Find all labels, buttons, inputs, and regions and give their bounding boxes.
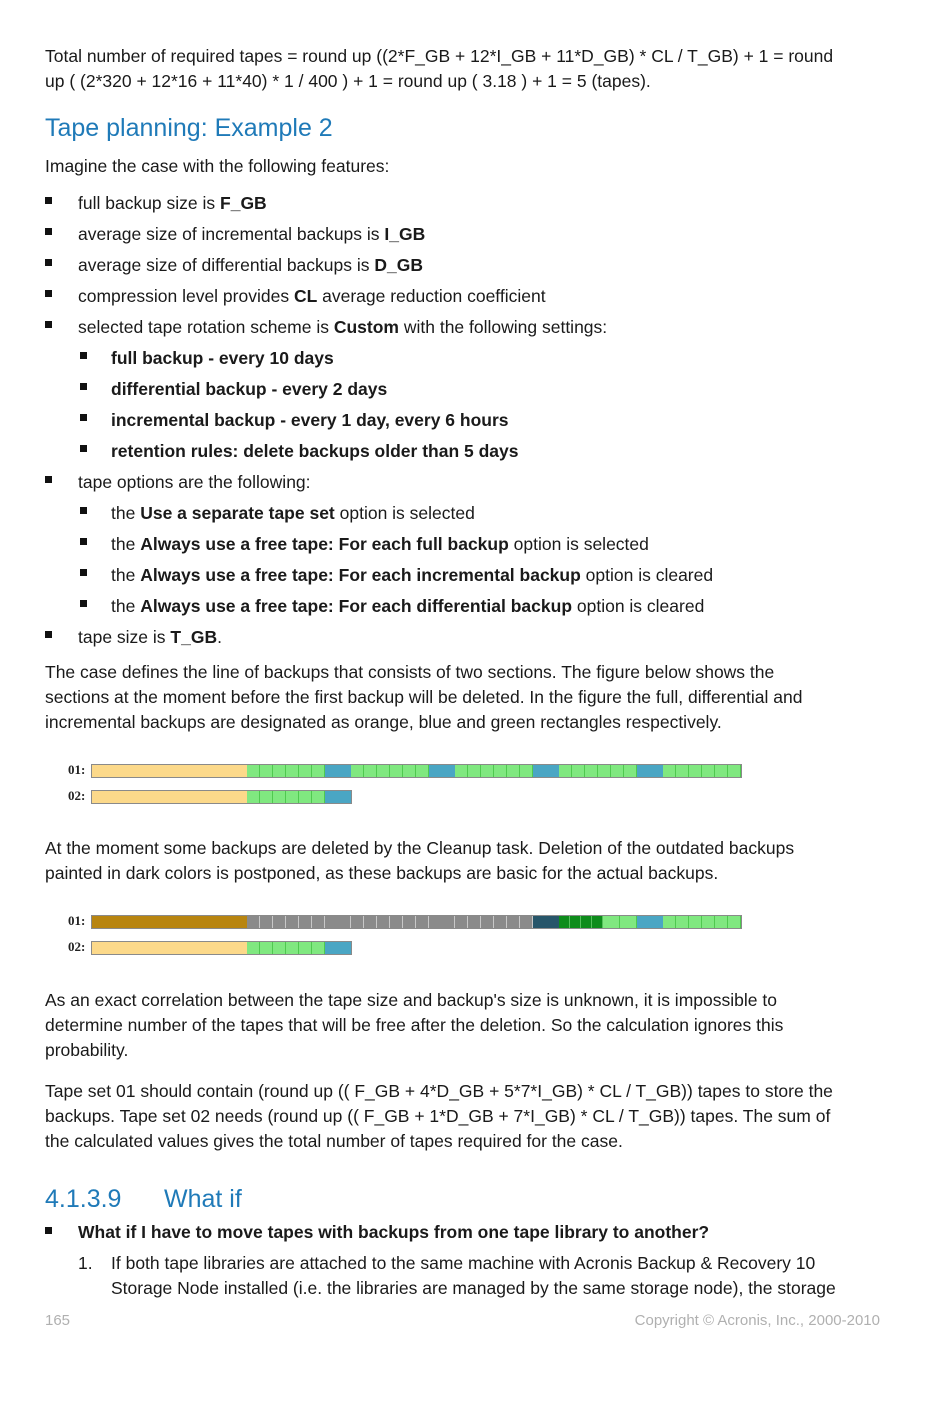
diff-block [533,765,559,777]
bullet-icon [45,228,52,235]
inc-block [273,942,286,954]
sub-list-item: differential backup - every 2 days [111,379,388,399]
inc-block [286,765,299,777]
deleted-block [429,916,455,928]
diff-block [325,942,351,954]
inc-block [676,765,689,777]
deleted-block [494,916,507,928]
full-backup-block [92,791,247,803]
list-item: tape options are the following: [78,472,311,492]
list-item: selected tape rotation scheme is Custom with the following settings: [78,317,608,337]
section-number: 4.1.3.9 [45,1185,122,1213]
inc-block [312,765,325,777]
deleted-block [260,916,273,928]
bullet-icon [80,538,87,545]
section-heading: Tape planning: Example 2 [45,114,333,142]
bullet-icon [80,414,87,421]
deleted-block [273,916,286,928]
inc-block [689,916,702,928]
inc-block [247,765,260,777]
inc-dark-block [559,916,570,928]
diff-block [325,791,351,803]
inc-block [455,765,468,777]
sub-list-item: full backup - every 10 days [111,348,334,368]
sub-list-item: incremental backup - every 1 day, every 6 hours [111,410,509,430]
bullet-icon [80,507,87,514]
sub-list-item: the Always use a free tape: For each differential backup option is cleared [111,596,705,616]
list-item: compression level provides CL average reduction coefficient [78,286,546,306]
inc-dark-block [570,916,581,928]
inc-block [663,765,676,777]
list-item: average size of differential backups is D_GB [78,255,423,275]
inc-dark-block [581,916,592,928]
inc-block [663,916,676,928]
list-item: full backup size is F_GB [78,193,267,213]
inc-block [620,916,637,928]
inc-block [260,765,273,777]
bullet-icon [45,631,52,638]
bullet-icon [80,600,87,607]
bullet-icon [80,383,87,390]
inc-block [351,765,364,777]
sub-list-item: retention rules: delete backups older than 5 days [111,441,519,461]
inc-block [286,942,299,954]
bullet-icon [45,197,52,204]
diff-block [637,765,663,777]
paragraph-line: The case defines the line of backups that consists of two sections. The figure below shows the [45,662,775,682]
inc-block [572,765,585,777]
paragraph-line: painted in dark colors is postponed, as these backups are basic for the actual backups. [45,863,719,883]
inc-block [468,765,481,777]
answer-line: Storage Node installed (i.e. the libraries are managed by the same storage node), the storage [111,1278,836,1298]
question-item: What if I have to move tapes with backups from one tape library to another? [78,1222,710,1242]
deleted-block [520,916,533,928]
paragraph-line: backups. Tape set 02 needs (round up (( F_GB + 1*D_GB + 7*I_GB) * CL / T_GB)) tapes. The sum of [45,1106,831,1126]
sub-list-item: the Always use a free tape: For each full backup option is selected [111,534,649,554]
bullet-icon [80,569,87,576]
row-label: 02: [68,788,86,803]
inc-block [715,916,728,928]
paragraph-line: As an exact correlation between the tape size and backup's size is unknown, it is impossible to [45,990,777,1010]
deleted-block [416,916,429,928]
inc-block [299,791,312,803]
intro-line-1: Total number of required tapes = round up ((2*F_GB + 12*I_GB + 11*D_GB) * CL / T_GB) + 1 = round [45,46,834,66]
paragraph-line: incremental backups are designated as orange, blue and green rectangles respectively. [45,712,722,732]
row-label: 01: [68,913,86,928]
deleted-block [325,916,351,928]
inc-block [273,765,286,777]
backup-bar [91,764,742,778]
inc-block [273,791,286,803]
inc-block [377,765,390,777]
list-item: average size of incremental backups is I_GB [78,224,426,244]
row-label: 02: [68,939,86,954]
inc-block [299,942,312,954]
section-title: What if [164,1185,242,1213]
full-backup-dark-block [92,916,247,928]
row-label: 01: [68,762,86,777]
inc-block [507,765,520,777]
backup-bar [91,941,352,955]
full-backup-block [92,765,247,777]
sub-list-item: the Always use a free tape: For each incremental backup option is cleared [111,565,714,585]
lead-text: Imagine the case with the following features: [45,156,390,176]
copyright-footer: Copyright © Acronis, Inc., 2000-2010 [634,1312,880,1329]
inc-block [728,916,741,928]
deleted-block [390,916,403,928]
deleted-block [377,916,390,928]
page-number: 165 [45,1312,71,1329]
answer-line: If both tape libraries are attached to the same machine with Acronis Backup & Recovery 10 [111,1253,816,1273]
bullet-icon [45,321,52,328]
bullet-icon [45,259,52,266]
paragraph-line: probability. [45,1040,129,1060]
inc-dark-block [592,916,603,928]
deleted-block [507,916,520,928]
inc-block [559,765,572,777]
inc-block [728,765,741,777]
bullet-icon [45,290,52,297]
deleted-block [468,916,481,928]
inc-block [624,765,637,777]
inc-block [312,942,325,954]
inc-block [598,765,611,777]
deleted-block [286,916,299,928]
inc-block [390,765,403,777]
inc-block [520,765,533,777]
inc-block [312,791,325,803]
inc-block [247,791,260,803]
inc-block [364,765,377,777]
diff-block [429,765,455,777]
inc-block [286,791,299,803]
inc-block [702,916,715,928]
deleted-block [312,916,325,928]
inc-block [260,942,273,954]
inc-block [403,765,416,777]
deleted-block [455,916,468,928]
paragraph-line: At the moment some backups are deleted by the Cleanup task. Deletion of the outdated backups [45,838,795,858]
deleted-block [364,916,377,928]
diff-dark-block [533,916,559,928]
inc-block [494,765,507,777]
bullet-icon [80,445,87,452]
backup-bar [91,915,742,929]
bullet-icon [45,476,52,483]
inc-block [481,765,494,777]
diff-block [325,765,351,777]
deleted-block [351,916,364,928]
full-backup-block [92,942,247,954]
list-item: tape size is T_GB. [78,627,222,647]
inc-block [689,765,702,777]
inc-block [603,916,620,928]
paragraph-line: Tape set 01 should contain (round up (( F_GB + 4*D_GB + 5*7*I_GB) * CL / T_GB)) tapes to store the [45,1081,833,1101]
paragraph-line: sections at the moment before the first backup will be deleted. In the figure the full, differential and [45,687,803,707]
inc-block [585,765,598,777]
inc-block [247,942,260,954]
inc-block [299,765,312,777]
inc-block [611,765,624,777]
deleted-block [247,916,260,928]
sub-list-item: the Use a separate tape set option is selected [111,503,475,523]
bullet-icon [80,352,87,359]
deleted-block [481,916,494,928]
bullet-icon [45,1227,52,1234]
paragraph-line: the calculated values gives the total number of tapes required for the case. [45,1131,623,1151]
inc-block [715,765,728,777]
inc-block [702,765,715,777]
inc-block [676,916,689,928]
inc-block [260,791,273,803]
deleted-block [403,916,416,928]
answer-number: 1. [78,1253,93,1273]
paragraph-line: determine number of the tapes that will be free after the deletion. So the calculation ignores this [45,1015,784,1035]
diff-block [637,916,663,928]
inc-block [416,765,429,777]
backup-bar [91,790,352,804]
intro-line-2: up ( (2*320 + 12*16 + 11*40) * 1 / 400 ) + 1 = round up ( 3.18 ) + 1 = 5 (tapes). [45,71,651,91]
deleted-block [299,916,312,928]
